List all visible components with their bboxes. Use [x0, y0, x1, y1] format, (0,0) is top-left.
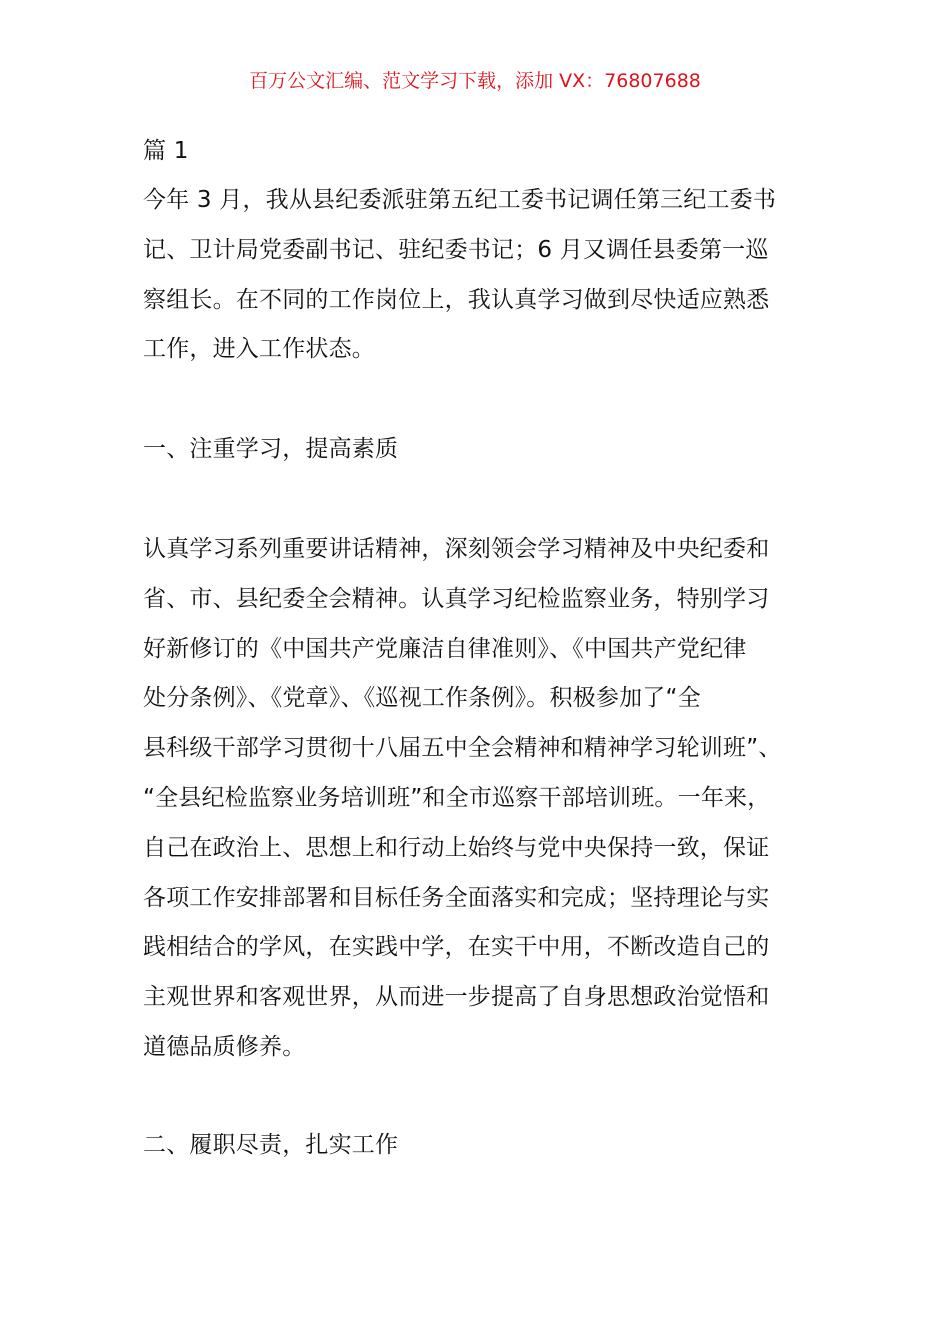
- paragraph-line: 记、卫计局党委副书记、驻纪委书记；6 月又调任县委第一巡: [143, 236, 769, 263]
- paragraph-line: 各项工作安排部署和目标任务全面落实和完成；坚持理论与实: [143, 884, 770, 911]
- paragraph-line: 主观世界和客观世界，从而进一步提高了自身思想政治觉悟和: [143, 984, 770, 1011]
- section-heading-2: 二、履职尽责，扎实工作: [143, 1132, 399, 1158]
- paragraph-line: 践相结合的学风，在实践中学，在实干中用，不断改造自己的: [143, 934, 770, 961]
- paragraph-line: 县科级干部学习贯彻十八届五中全会精神和精神学习轮训班”、: [143, 735, 782, 762]
- intro-paragraph: [143, 176, 833, 375]
- paragraph-line: 处分条例》、《党章》、《巡视工作条例》。积极参加了“全: [143, 685, 701, 712]
- paragraph-line: 察组长。在不同的工作岗位上，我认真学习做到尽快适应熟悉: [143, 286, 770, 313]
- paragraph-line: 自己在政治上、思想上和行动上始终与党中央保持一致，保证: [143, 834, 770, 861]
- paragraph-line: “全县纪检监察业务培训班”和全市巡察干部培训班。一年来，: [143, 784, 771, 811]
- paragraph-line: 好新修订的《中国共产党廉洁自律准则》、《中国共产党纪律: [143, 635, 747, 662]
- section-heading-1: 一、注重学习，提高素质: [143, 436, 399, 462]
- section-1-paragraph: [143, 525, 833, 1073]
- paragraph-line: 认真学习系列重要讲话精神，深刻领会学习精神及中央纪委和: [143, 536, 770, 562]
- paragraph-line: 今年 3 月，我从县纪委派驻第五纪工委书记调任第三纪工委书: [143, 187, 777, 213]
- header-banner: 百万公文汇编、范文学习下载，添加 VX：76807688: [249, 70, 701, 92]
- paragraph-line: 省、市、县纪委全会精神。认真学习纪检监察业务，特别学习: [143, 585, 770, 612]
- article-label: 篇 1: [143, 138, 189, 164]
- paragraph-line: 工作，进入工作状态。: [143, 336, 375, 363]
- paragraph-line: 道德品质修养。: [143, 1033, 306, 1060]
